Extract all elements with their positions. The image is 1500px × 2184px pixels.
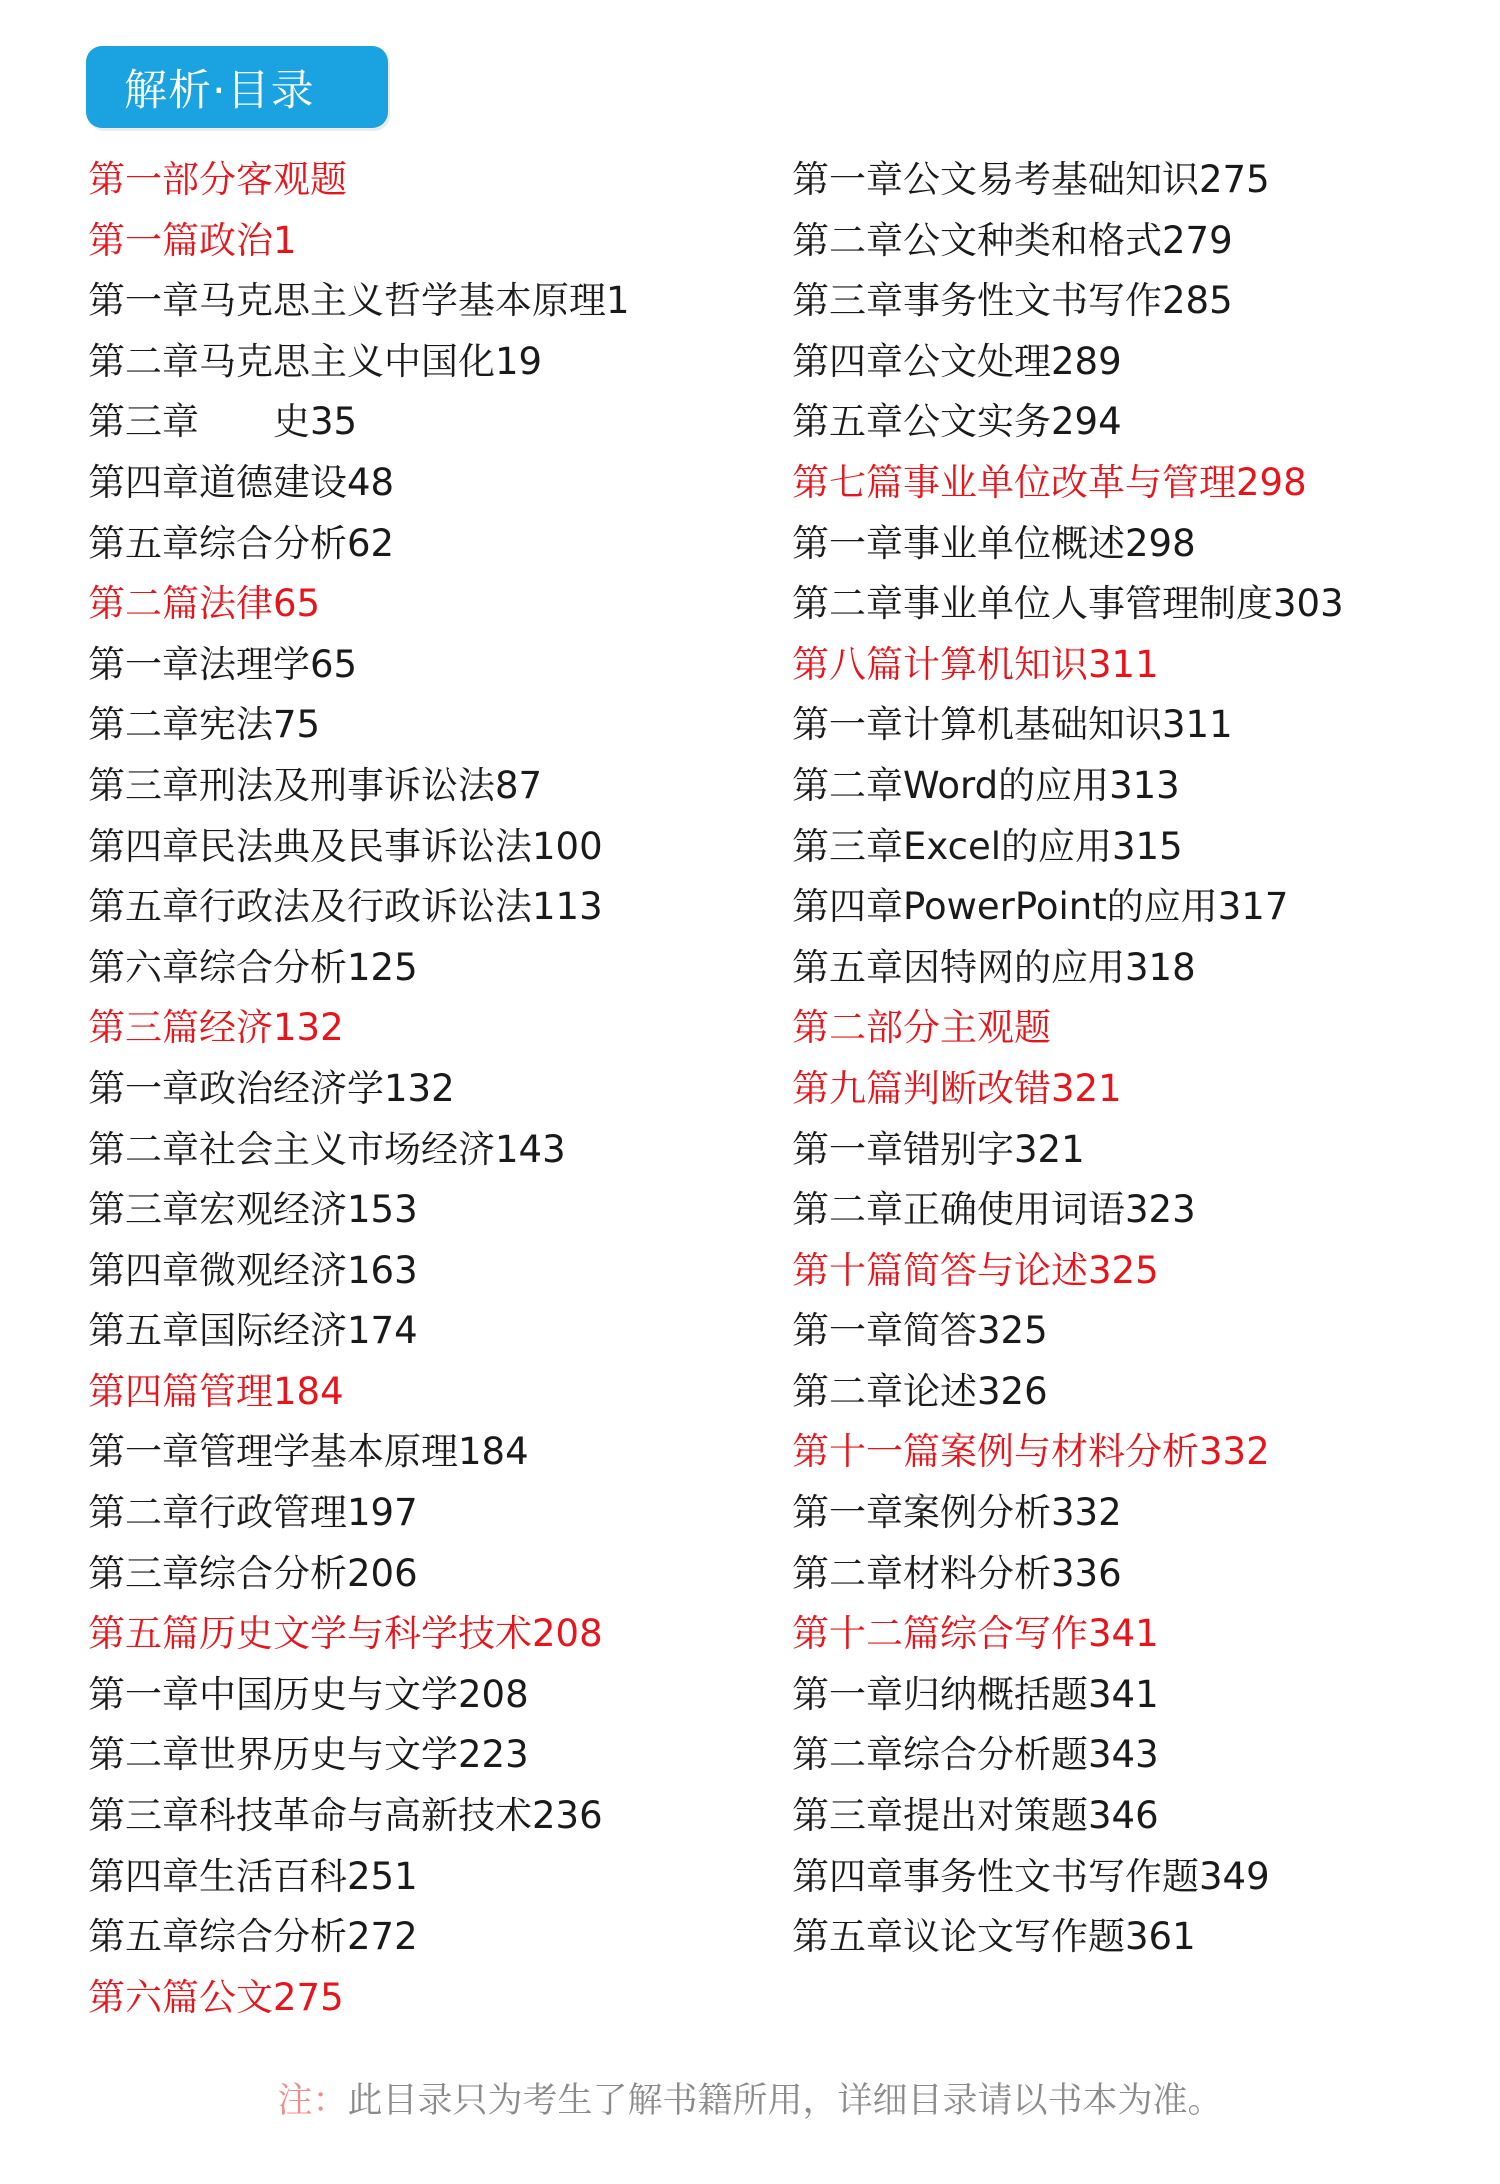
toc-chapter-entry: 第三章宏观经济153 — [88, 1188, 418, 1232]
toc-chapter-entry: 第四章民法典及民事诉讼法100 — [88, 824, 603, 868]
toc-left-column — [88, 150, 748, 2028]
toc-chapter-entry: 第五章公文实务294 — [792, 400, 1122, 444]
toc-chapter-entry: 第二章公文种类和格式279 — [792, 218, 1233, 262]
toc-chapter-entry: 第四章微观经济163 — [88, 1248, 418, 1292]
toc-chapter-entry: 第二章马克思主义中国化19 — [88, 339, 543, 383]
toc-chapter-entry: 第一章马克思主义哲学基本原理1 — [88, 279, 630, 323]
toc-chapter-entry: 第一章管理学基本原理184 — [88, 1430, 529, 1474]
toc-chapter-entry: 第二章行政管理197 — [88, 1491, 418, 1535]
toc-chapter-entry: 第二章宪法75 — [88, 703, 321, 747]
toc-chapter-entry: 第一章归纳概括题341 — [792, 1672, 1159, 1716]
toc-section-heading: 第十篇简答与论述325 — [792, 1248, 1159, 1292]
toc-section-heading: 第一篇政治1 — [88, 218, 297, 262]
toc-chapter-entry: 第五章综合分析62 — [88, 521, 395, 565]
toc-chapter-entry: 第二章事业单位人事管理制度303 — [792, 582, 1344, 626]
toc-chapter-entry: 第一章中国历史与文学208 — [88, 1672, 529, 1716]
toc-chapter-entry: 第一章简答325 — [792, 1309, 1048, 1353]
toc-chapter-entry: 第二章综合分析题343 — [792, 1733, 1159, 1777]
toc-chapter-entry: 第五章综合分析272 — [88, 1915, 418, 1959]
toc-chapter-entry: 第一章公文易考基础知识275 — [792, 158, 1270, 201]
toc-section-heading: 第六篇公文275 — [88, 1975, 344, 2019]
toc-section-heading: 第一部分客观题 — [88, 158, 347, 201]
toc-section-heading: 第八篇计算机知识311 — [792, 642, 1159, 686]
toc-section-heading: 第二篇法律65 — [88, 582, 321, 626]
toc-chapter-entry: 第五章行政法及行政诉讼法113 — [88, 885, 603, 929]
footer-note-prefix: 注： — [277, 2081, 348, 2121]
toc-chapter-entry: 第五章国际经济174 — [88, 1309, 418, 1353]
toc-section-heading: 第二部分主观题 — [792, 1006, 1051, 1050]
toc-chapter-entry: 第六章综合分析125 — [88, 945, 418, 989]
toc-chapter-entry: 第三章Excel的应用315 — [792, 824, 1183, 868]
toc-chapter-entry: 第二章材料分析336 — [792, 1551, 1122, 1595]
toc-chapter-entry: 第五章议论文写作题361 — [792, 1915, 1196, 1959]
toc-chapter-entry: 第二章正确使用词语323 — [792, 1188, 1196, 1232]
toc-chapter-entry: 第四章道德建设48 — [88, 460, 395, 504]
toc-chapter-entry: 第三章提出对策题346 — [792, 1794, 1159, 1838]
toc-chapter-entry: 第二章世界历史与文学223 — [88, 1733, 529, 1777]
toc-section-heading: 第十一篇案例与材料分析332 — [792, 1430, 1270, 1474]
toc-chapter-entry: 第三章 史35 — [88, 400, 358, 444]
toc-chapter-entry: 第二章Word的应用313 — [792, 763, 1180, 807]
toc-chapter-entry: 第四章PowerPoint的应用317 — [792, 885, 1289, 929]
toc-chapter-entry: 第一章计算机基础知识311 — [792, 703, 1233, 747]
toc-section-heading: 第三篇经济132 — [88, 1006, 344, 1050]
page-title: 解析·目录 — [124, 65, 315, 116]
header-badge — [86, 46, 388, 128]
toc-section-heading: 第四篇管理184 — [88, 1369, 344, 1413]
toc-section-heading: 第五篇历史文学与科学技术208 — [88, 1612, 603, 1656]
footer-note — [0, 2074, 1500, 2128]
toc-chapter-entry: 第一章错别字321 — [792, 1127, 1085, 1171]
toc-section-heading: 第十二篇综合写作341 — [792, 1612, 1159, 1656]
toc-chapter-entry: 第一章事业单位概述298 — [792, 521, 1196, 565]
toc-chapter-entry: 第三章事务性文书写作285 — [792, 279, 1233, 323]
toc-section-heading: 第九篇判断改错321 — [792, 1066, 1122, 1110]
toc-chapter-entry: 第四章事务性文书写作题349 — [792, 1854, 1270, 1898]
toc-chapter-entry: 第五章因特网的应用318 — [792, 945, 1196, 989]
toc-chapter-entry: 第三章综合分析206 — [88, 1551, 418, 1595]
toc-chapter-entry: 第一章法理学65 — [88, 642, 358, 686]
toc-chapter-entry: 第三章科技革命与高新技术236 — [88, 1794, 603, 1838]
footer-note-text: 此目录只为考生了解书籍所用，详细目录请以书本为准。 — [347, 2081, 1223, 2121]
toc-chapter-entry: 第四章公文处理289 — [792, 339, 1122, 383]
toc-chapter-entry: 第一章案例分析332 — [792, 1491, 1122, 1535]
toc-right-column — [792, 150, 1472, 1968]
toc-chapter-entry: 第一章政治经济学132 — [88, 1066, 455, 1110]
toc-chapter-entry: 第四章生活百科251 — [88, 1854, 418, 1898]
toc-chapter-entry: 第二章社会主义市场经济143 — [88, 1127, 566, 1171]
toc-section-heading: 第七篇事业单位改革与管理298 — [792, 460, 1307, 504]
toc-chapter-entry: 第三章刑法及刑事诉讼法87 — [88, 763, 543, 807]
toc-chapter-entry: 第二章论述326 — [792, 1369, 1048, 1413]
